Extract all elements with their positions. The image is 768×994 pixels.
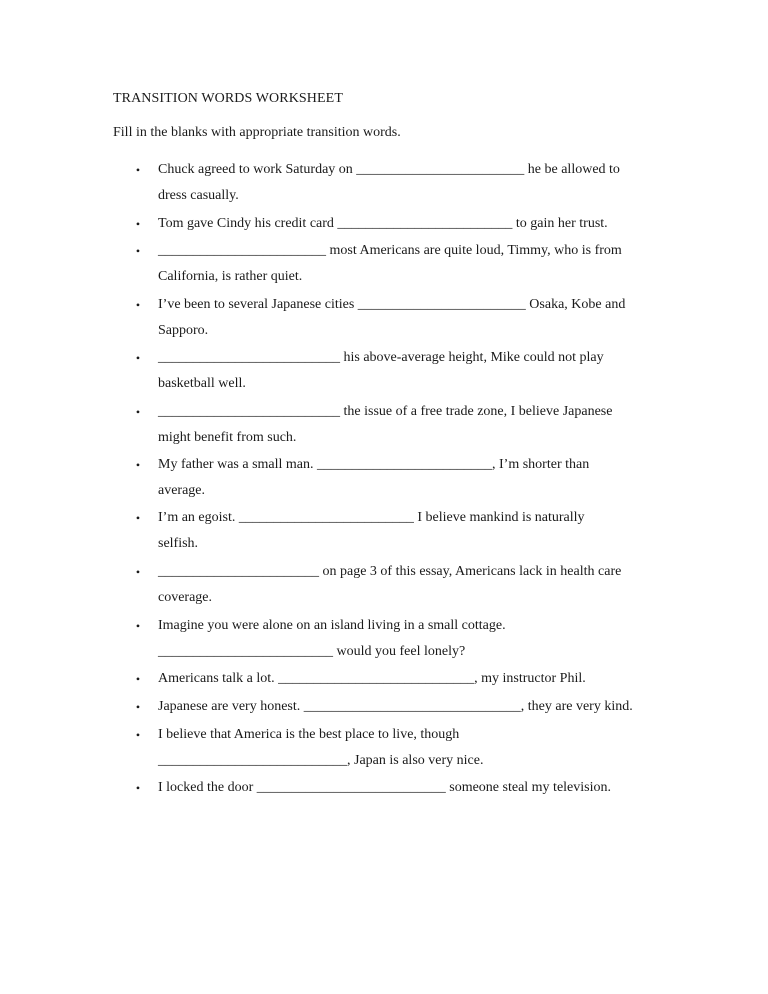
list-item: [135, 559, 678, 611]
bullet-icon: •: [135, 700, 141, 714]
bullet-icon: •: [135, 163, 141, 177]
list-item: [135, 157, 678, 209]
item-line: California, is rather quiet.: [158, 269, 303, 284]
item-line: average.: [158, 483, 206, 498]
instructions-text: Fill in the blanks with appropriate transition words.: [113, 125, 401, 140]
item-line: _________________________ would you feel lonely?: [158, 644, 466, 659]
bullet-icon: •: [135, 217, 141, 231]
list-item: [135, 775, 678, 801]
item-line: dress casually.: [158, 188, 239, 203]
list-item: [135, 345, 678, 397]
bullet-icon: •: [135, 351, 141, 365]
item-line: I’m an egoist. _________________________ I believe mankind is naturally: [158, 510, 585, 525]
item-line: Imagine you were alone on an island living in a small cottage.: [158, 618, 506, 633]
item-line: selfish.: [158, 536, 199, 551]
item-line: Japanese are very honest. _______________________________, they are very kind.: [158, 699, 633, 714]
bullet-icon: •: [135, 565, 141, 579]
item-line: My father was a small man. _________________________, I’m shorter than: [158, 457, 590, 472]
bullet-icon: •: [135, 728, 141, 742]
item-line: basketball well.: [158, 376, 246, 391]
list-item: [135, 238, 678, 290]
list-item: [135, 211, 678, 237]
item-line: might benefit from such.: [158, 430, 297, 445]
list-item: [135, 666, 678, 692]
item-line: coverage.: [158, 590, 213, 605]
bullet-icon: •: [135, 458, 141, 472]
item-line: _______________________ on page 3 of this essay, Americans lack in health care: [158, 564, 622, 579]
list-item: [135, 452, 678, 504]
item-line: Tom gave Cindy his credit card _________________________ to gain her trust.: [158, 216, 608, 231]
list-item: [135, 722, 678, 774]
bullet-icon: •: [135, 298, 141, 312]
list-item: [135, 694, 678, 720]
item-line: ___________________________, Japan is also very nice.: [158, 753, 484, 768]
bullet-icon: •: [135, 619, 141, 633]
list-item: [135, 399, 678, 451]
item-line: Americans talk a lot. ____________________________, my instructor Phil.: [158, 671, 586, 686]
bullet-icon: •: [135, 511, 141, 525]
item-line: I believe that America is the best place to live, though: [158, 727, 460, 742]
list-item: [135, 292, 678, 344]
item-line: Sapporo.: [158, 323, 209, 338]
item-line: ________________________ most Americans are quite loud, Timmy, who is from: [158, 243, 622, 258]
item-line: __________________________ his above-average height, Mike could not play: [158, 350, 604, 365]
list-item: [135, 613, 678, 665]
bullet-icon: •: [135, 672, 141, 686]
item-line: Chuck agreed to work Saturday on ________________________ he be allowed to: [158, 162, 620, 177]
item-line: I’ve been to several Japanese cities ________________________ Osaka, Kobe and: [158, 297, 626, 312]
bullet-icon: •: [135, 244, 141, 258]
bullet-icon: •: [135, 405, 141, 419]
bullet-icon: •: [135, 781, 141, 795]
item-line: I locked the door ___________________________ someone steal my television.: [158, 780, 611, 795]
page-title: TRANSITION WORDS WORKSHEET: [113, 91, 343, 106]
list-item: [135, 505, 678, 557]
item-line: __________________________ the issue of a free trade zone, I believe Japanese: [158, 404, 613, 419]
